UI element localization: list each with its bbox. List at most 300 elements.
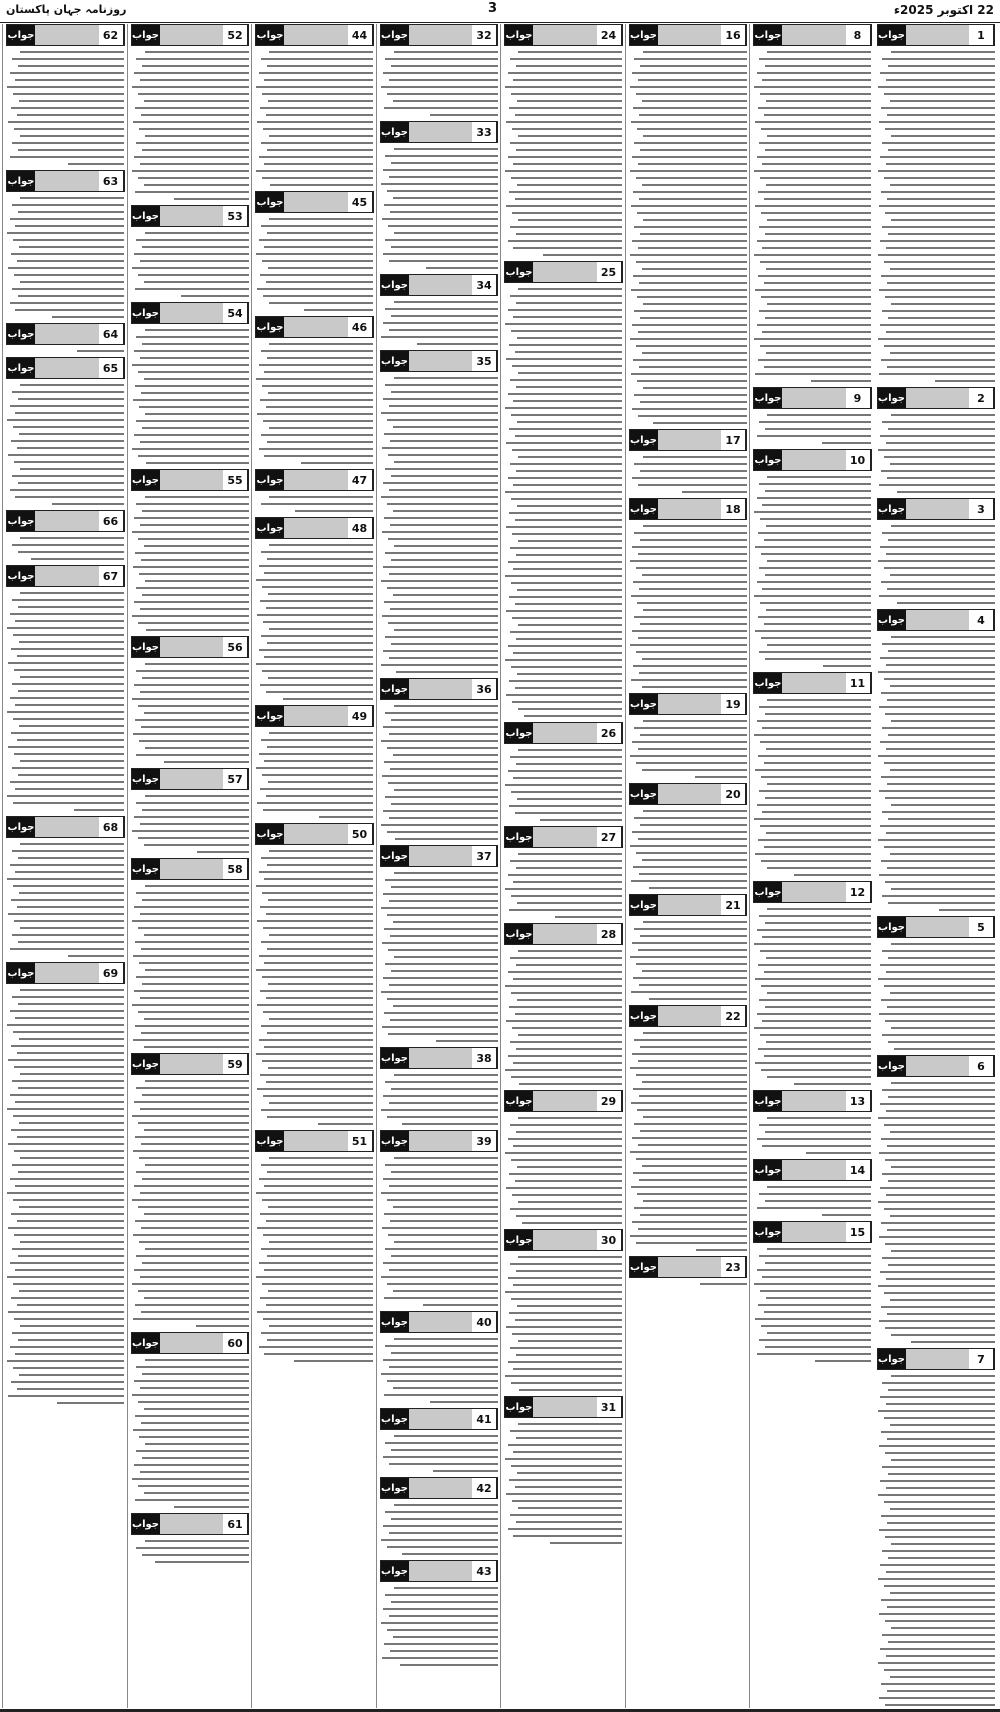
text-line xyxy=(880,1103,995,1105)
text-line xyxy=(516,638,623,640)
header-bar xyxy=(160,303,224,323)
text-line xyxy=(882,643,995,645)
answer-badge: جواب xyxy=(630,25,658,45)
text-line xyxy=(385,1164,498,1166)
question-number: 27 xyxy=(597,827,622,847)
text-line xyxy=(17,1220,125,1222)
header-bar xyxy=(160,859,224,879)
answer-text-block xyxy=(6,843,125,957)
text-line xyxy=(766,832,871,834)
entry-header xyxy=(877,387,996,409)
text-line xyxy=(887,198,995,200)
text-line xyxy=(891,943,995,945)
text-line xyxy=(387,190,498,192)
text-line xyxy=(136,587,249,589)
text-line xyxy=(510,631,623,633)
header-bar xyxy=(35,511,99,531)
text-line xyxy=(639,1095,747,1097)
text-line xyxy=(134,156,249,158)
text-line xyxy=(517,505,622,507)
text-line xyxy=(630,338,747,340)
text-line xyxy=(134,517,249,519)
text-line xyxy=(757,497,872,499)
text-line xyxy=(259,448,374,450)
header-bar xyxy=(409,1478,473,1498)
text-line xyxy=(393,100,498,102)
text-line xyxy=(638,1060,747,1062)
text-line xyxy=(20,384,124,386)
text-line xyxy=(767,644,871,646)
text-line xyxy=(259,239,374,241)
question-number: 21 xyxy=(721,895,746,915)
text-line xyxy=(387,1629,498,1631)
text-line xyxy=(642,352,747,354)
text-line xyxy=(393,921,498,923)
text-line xyxy=(637,212,747,214)
text-line xyxy=(382,615,498,617)
text-line xyxy=(389,1615,498,1617)
text-line xyxy=(891,135,995,137)
text-line xyxy=(642,970,747,972)
text-line xyxy=(264,656,373,658)
answer-text-block xyxy=(629,456,748,493)
text-line xyxy=(506,610,622,612)
answer-badge: جواب xyxy=(132,1514,160,1534)
question-number: 60 xyxy=(223,1333,248,1353)
text-line xyxy=(510,547,623,549)
entry-header xyxy=(6,565,125,587)
answer-text-block xyxy=(504,1117,623,1224)
text-line xyxy=(269,1102,373,1104)
header-bar xyxy=(782,25,846,45)
answer-text-block xyxy=(380,1504,499,1555)
text-line xyxy=(518,1201,622,1203)
text-line xyxy=(133,121,249,123)
question-entry xyxy=(877,498,996,604)
text-line xyxy=(266,114,374,116)
text-line xyxy=(524,715,622,717)
text-line xyxy=(12,934,125,936)
text-line xyxy=(510,463,623,465)
text-line xyxy=(52,316,124,318)
text-line xyxy=(506,358,622,360)
text-line xyxy=(881,1683,995,1685)
text-line xyxy=(882,895,995,897)
header-bar xyxy=(409,1048,473,1068)
header-bar xyxy=(284,25,348,45)
text-line xyxy=(757,1353,872,1355)
question-entry xyxy=(629,1005,748,1251)
text-line xyxy=(269,51,373,53)
question-entry xyxy=(504,1396,623,1544)
text-line xyxy=(632,1137,747,1139)
answer-text-block xyxy=(6,989,125,1404)
text-line xyxy=(269,628,373,630)
text-line xyxy=(764,282,872,284)
text-line xyxy=(19,641,124,643)
text-line xyxy=(134,816,249,818)
text-line xyxy=(508,1444,623,1446)
entry-header xyxy=(629,429,748,451)
text-line xyxy=(764,971,872,973)
answer-badge: جواب xyxy=(878,499,906,519)
text-line xyxy=(886,163,995,165)
text-line xyxy=(132,1199,249,1201)
text-line xyxy=(259,1039,374,1041)
text-line xyxy=(20,51,124,53)
answer-badge: جواب xyxy=(132,25,160,45)
text-line xyxy=(887,114,995,116)
text-line xyxy=(511,582,622,584)
text-line xyxy=(383,977,498,979)
text-line xyxy=(638,553,747,555)
text-line xyxy=(390,440,498,442)
text-line xyxy=(884,985,995,987)
answer-badge: جواب xyxy=(256,317,284,337)
news-column xyxy=(251,24,377,1708)
text-line xyxy=(260,906,374,908)
question-number: 66 xyxy=(99,511,124,531)
question-number: 17 xyxy=(721,430,746,450)
answer-badge: جواب xyxy=(754,673,782,693)
header-bar xyxy=(409,122,473,142)
answer-badge: جواب xyxy=(505,1397,533,1417)
text-line xyxy=(633,665,747,667)
text-line xyxy=(516,1048,623,1050)
text-line xyxy=(10,1094,125,1096)
text-line xyxy=(512,617,622,619)
text-line xyxy=(517,421,622,423)
question-entry xyxy=(380,1477,499,1555)
text-line xyxy=(509,107,623,109)
text-line xyxy=(269,302,373,304)
answer-text-block xyxy=(380,301,499,345)
text-line xyxy=(519,1083,622,1085)
text-line xyxy=(511,93,622,95)
question-entry xyxy=(380,1560,499,1666)
text-line xyxy=(633,107,747,109)
text-line xyxy=(764,539,872,541)
text-line xyxy=(879,1529,995,1531)
text-line xyxy=(760,93,871,95)
entry-header xyxy=(131,302,250,324)
text-line xyxy=(136,239,249,241)
text-line xyxy=(13,1367,124,1369)
text-line xyxy=(516,1131,623,1133)
text-line xyxy=(884,93,995,95)
text-line xyxy=(884,846,995,848)
text-line xyxy=(388,538,498,540)
text-line xyxy=(134,601,249,603)
text-line xyxy=(637,1109,747,1111)
question-entry xyxy=(629,429,748,493)
text-line xyxy=(882,1257,995,1259)
text-line xyxy=(642,268,747,270)
text-line xyxy=(141,1032,249,1034)
text-line xyxy=(640,317,747,319)
text-line xyxy=(18,295,125,297)
text-line xyxy=(391,886,498,888)
text-line xyxy=(145,747,249,749)
text-line xyxy=(640,1046,747,1048)
text-line xyxy=(511,177,622,179)
text-line xyxy=(387,1380,498,1382)
text-line xyxy=(759,651,872,653)
entry-header xyxy=(380,1408,499,1430)
text-line xyxy=(144,184,249,186)
text-line xyxy=(513,568,622,570)
text-line xyxy=(268,781,373,783)
text-line xyxy=(18,1087,125,1089)
text-line xyxy=(144,712,249,714)
entry-header xyxy=(504,1229,623,1251)
text-line xyxy=(145,1540,249,1542)
text-line xyxy=(381,1192,498,1194)
text-line xyxy=(882,1173,995,1175)
answer-badge: جواب xyxy=(256,25,284,45)
text-line xyxy=(10,72,125,74)
text-line xyxy=(880,1564,995,1566)
question-number: 65 xyxy=(99,358,124,378)
text-line xyxy=(384,1297,498,1299)
text-line xyxy=(266,691,374,693)
text-line xyxy=(144,934,249,936)
text-line xyxy=(133,1039,249,1041)
text-line xyxy=(640,935,747,937)
text-line xyxy=(269,732,373,734)
text-line xyxy=(266,1081,374,1083)
issue-date: 22 اکتوبر 2025ء xyxy=(893,3,994,17)
text-line xyxy=(17,1388,125,1390)
answer-text-block xyxy=(877,943,996,1050)
text-line xyxy=(283,698,373,700)
text-line xyxy=(259,753,374,755)
text-line xyxy=(269,135,373,137)
text-line xyxy=(19,433,124,435)
text-line xyxy=(634,58,747,60)
text-line xyxy=(887,1229,995,1231)
text-line xyxy=(387,831,498,833)
text-line xyxy=(632,324,747,326)
text-line xyxy=(267,149,374,151)
text-line xyxy=(142,510,249,512)
answer-text-block xyxy=(380,1435,499,1472)
answer-text-block xyxy=(131,232,250,297)
text-line xyxy=(894,1048,995,1050)
text-line xyxy=(132,615,249,617)
text-line xyxy=(767,1117,871,1119)
text-line xyxy=(755,978,871,980)
text-line xyxy=(767,1248,871,1250)
text-line xyxy=(138,705,249,707)
text-line xyxy=(755,121,871,123)
text-line xyxy=(14,128,124,130)
text-line xyxy=(811,380,871,382)
text-line xyxy=(638,637,747,639)
text-line xyxy=(767,560,871,562)
text-line xyxy=(7,1108,124,1110)
text-line xyxy=(891,303,995,305)
question-number: 34 xyxy=(472,275,497,295)
text-line xyxy=(382,942,498,944)
text-line xyxy=(755,289,871,291)
entry-header xyxy=(6,323,125,345)
text-line xyxy=(15,788,124,790)
text-line xyxy=(885,713,995,715)
answer-text-block xyxy=(255,732,374,818)
text-line xyxy=(631,1186,747,1188)
text-line xyxy=(640,539,747,541)
text-line xyxy=(886,1571,995,1573)
entry-header xyxy=(504,261,623,283)
answer-text-block xyxy=(753,699,872,876)
text-line xyxy=(14,1318,124,1320)
text-line xyxy=(518,540,622,542)
text-line xyxy=(794,874,871,876)
text-line xyxy=(637,128,747,130)
answer-badge: جواب xyxy=(878,917,906,937)
text-line xyxy=(505,1069,622,1071)
text-line xyxy=(14,669,124,671)
question-entry xyxy=(753,449,872,667)
text-line xyxy=(631,1102,747,1104)
entry-header xyxy=(131,1053,250,1075)
text-line xyxy=(633,1172,747,1174)
text-line xyxy=(138,622,249,624)
text-line xyxy=(264,246,373,248)
text-line xyxy=(141,1311,249,1313)
answer-text-block xyxy=(131,329,250,464)
text-line xyxy=(513,484,622,486)
text-line xyxy=(631,880,747,882)
question-number: 2 xyxy=(969,388,994,408)
answer-badge: جواب xyxy=(505,827,533,847)
text-line xyxy=(136,1366,249,1368)
text-line xyxy=(891,1250,995,1252)
text-line xyxy=(513,1284,622,1286)
text-line xyxy=(384,517,498,519)
question-number: 30 xyxy=(597,1230,622,1250)
text-line xyxy=(759,790,872,792)
text-line xyxy=(633,977,747,979)
text-line xyxy=(261,551,374,553)
text-line xyxy=(630,254,747,256)
text-line xyxy=(385,1594,498,1596)
text-line xyxy=(393,1290,498,1292)
text-line xyxy=(391,1518,498,1520)
text-line xyxy=(636,345,747,347)
answer-text-block xyxy=(255,496,374,512)
answer-text-block xyxy=(753,1248,872,1362)
text-line xyxy=(516,386,623,388)
text-line xyxy=(385,1442,498,1444)
text-line xyxy=(767,867,871,869)
text-line xyxy=(263,1011,373,1013)
text-line xyxy=(939,909,995,911)
text-line xyxy=(396,671,498,673)
text-line xyxy=(754,1283,871,1285)
question-number: 62 xyxy=(99,25,124,45)
entry-header xyxy=(131,768,250,790)
text-line xyxy=(381,907,498,909)
text-line xyxy=(8,1227,124,1229)
entry-header xyxy=(255,1130,374,1152)
text-line xyxy=(513,1145,622,1147)
text-line xyxy=(389,79,498,81)
text-line xyxy=(393,1636,498,1638)
text-line xyxy=(517,337,622,339)
question-entry xyxy=(131,1053,250,1327)
text-line xyxy=(643,1116,747,1118)
text-line xyxy=(389,733,498,735)
text-line xyxy=(890,685,995,687)
text-line xyxy=(20,592,124,594)
text-line xyxy=(77,350,124,352)
text-line xyxy=(133,1429,249,1431)
text-line xyxy=(12,142,125,144)
answer-badge: جواب xyxy=(505,1091,533,1111)
text-line xyxy=(754,734,871,736)
text-line xyxy=(881,275,995,277)
text-line xyxy=(140,1108,249,1110)
text-line xyxy=(269,427,373,429)
text-line xyxy=(760,602,871,604)
header-bar xyxy=(658,1257,722,1277)
answer-badge: جواب xyxy=(381,1561,409,1581)
text-line xyxy=(884,1208,995,1210)
text-line xyxy=(755,373,871,375)
answer-text-block xyxy=(6,537,125,560)
text-line xyxy=(757,1207,872,1209)
text-line xyxy=(68,955,125,957)
text-line xyxy=(262,976,373,978)
text-line xyxy=(638,415,747,417)
text-line xyxy=(262,385,373,387)
question-entry xyxy=(6,510,125,560)
text-line xyxy=(259,871,374,873)
text-line xyxy=(142,1094,249,1096)
text-line xyxy=(319,816,374,818)
text-line xyxy=(550,1542,622,1544)
text-line xyxy=(11,1381,125,1383)
text-line xyxy=(7,86,124,88)
answer-badge: جواب xyxy=(132,470,160,490)
text-line xyxy=(13,1031,124,1033)
text-line xyxy=(806,1152,871,1154)
answer-badge: جواب xyxy=(630,1006,658,1026)
text-line xyxy=(266,281,374,283)
answer-badge: جواب xyxy=(754,388,782,408)
question-entry xyxy=(255,823,374,1125)
text-line xyxy=(880,825,995,827)
text-line xyxy=(140,357,249,359)
text-line xyxy=(19,1206,124,1208)
text-line xyxy=(757,324,872,326)
text-line xyxy=(19,100,124,102)
text-line xyxy=(10,405,125,407)
text-line xyxy=(140,441,249,443)
entry-header xyxy=(504,24,623,46)
text-line xyxy=(18,774,125,776)
question-entry xyxy=(131,1332,250,1508)
text-line xyxy=(138,274,249,276)
answer-text-block xyxy=(753,908,872,1085)
text-line xyxy=(508,971,623,973)
text-line xyxy=(19,1038,124,1040)
answer-badge: جواب xyxy=(630,784,658,804)
entry-header xyxy=(629,24,748,46)
text-line xyxy=(14,920,124,922)
